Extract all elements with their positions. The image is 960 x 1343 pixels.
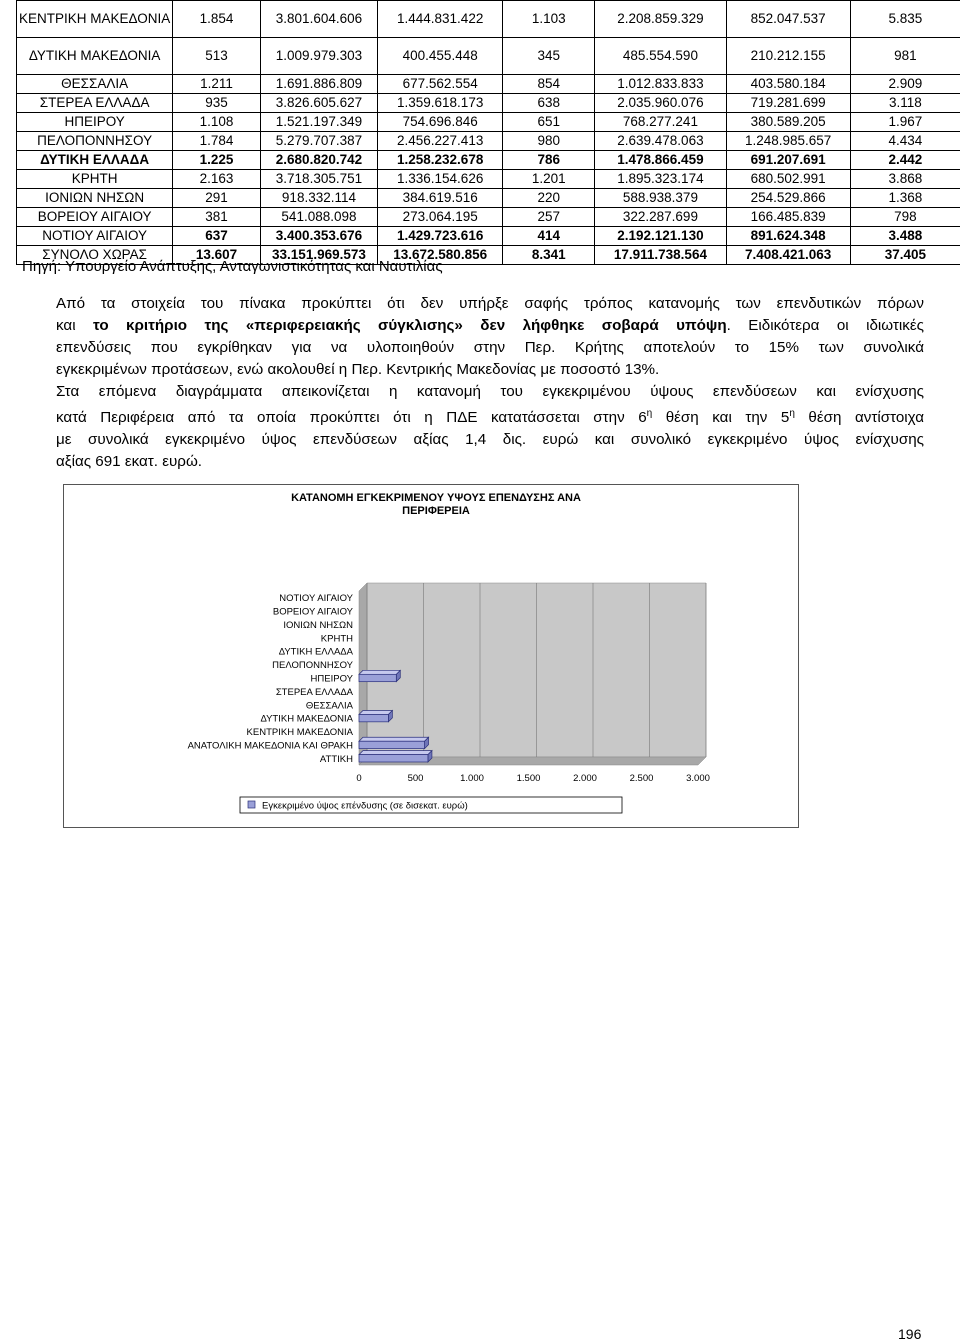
table-cell: 2.639.478.063 — [595, 132, 726, 151]
table-cell: 2.208.859.329 — [595, 1, 726, 38]
table-cell: 1.895.323.174 — [595, 170, 726, 189]
table-cell: 400.455.448 — [378, 38, 503, 75]
table-row — [17, 132, 960, 151]
para2-line2: κατά Περιφέρεια από τα οποία προκύπτει ότι η ΠΔΕ κατατάσσεται στην $6^\eta$ θέση και την $5^\eta$ θέση αντίστοιχα — [56, 408, 925, 427]
table-cell: 588.938.379 — [595, 189, 726, 208]
table-cell: 651 — [503, 113, 595, 132]
chart-bar-top — [359, 737, 429, 741]
chart-category-label: ΑΝΑΤΟΛΙΚΗ ΜΑΚΕΔΟΝΙΑ ΚΑΙ ΘΡΑΚΗ — [187, 740, 353, 752]
chart-bar-top — [359, 670, 400, 674]
table-cell: 5.835 — [850, 1, 960, 38]
table-cell: 380.589.205 — [726, 113, 850, 132]
chart-category-label: ΔΥΤΙΚΗ ΕΛΛΑΔΑ — [278, 646, 353, 658]
table-cell: 918.332.114 — [260, 189, 378, 208]
chart-legend-label: Εγκεκριμένο ύψος επένδυσης (σε δισεκατ. ευρώ) — [262, 800, 468, 812]
region-name: ΝΟΤΙΟΥ ΑΙΓΑΙΟΥ — [17, 227, 173, 246]
table-cell: 5.279.707.387 — [260, 132, 378, 151]
table-cell: 980 — [503, 132, 595, 151]
chart-category-label: ΙΟΝΙΩΝ ΝΗΣΩΝ — [283, 619, 353, 631]
table-cell: 3.488 — [850, 227, 960, 246]
table-cell: 1.854 — [173, 1, 260, 38]
chart-bar — [359, 755, 428, 762]
table-cell: 3.868 — [850, 170, 960, 189]
table-cell: 2.035.960.076 — [595, 94, 726, 113]
para2-line3: με συνολικά εγκεκριμένο ύψος επενδύσεων αξίας 1,4 δις. ευρώ και συνολικό εγκεκριμένο ύψος ενίσχυσης — [56, 431, 924, 449]
table-cell: 935 — [173, 94, 260, 113]
chart-category-label: ΚΕΝΤΡΙΚΗ ΜΑΚΕΔΟΝΙΑ — [246, 727, 353, 739]
table-cell: 854 — [503, 75, 595, 94]
table-cell: 852.047.537 — [726, 1, 850, 38]
table-cell: 768.277.241 — [595, 113, 726, 132]
regional-investment-table — [16, 0, 960, 265]
region-name: ΒΟΡΕΙΟΥ ΑΙΓΑΙΟΥ — [17, 208, 173, 227]
chart-xtick-label: 2.000 — [573, 773, 597, 784]
table-cell: 1.201 — [503, 170, 595, 189]
table-row — [17, 170, 960, 189]
table-cell: 1.009.979.303 — [260, 38, 378, 75]
chart-xtick-label: 500 — [407, 773, 424, 784]
chart-bar — [359, 714, 388, 721]
chart-xtick-label: 1.000 — [460, 773, 484, 784]
chart-category-label: ΒΟΡΕΙΟΥ ΑΙΓΑΙΟΥ — [272, 606, 353, 618]
table-cell: 1.691.886.809 — [260, 75, 378, 94]
region-name: ΣΥΝΟΛΟ ΧΩΡΑΣ — [17, 246, 173, 265]
table-row — [17, 94, 960, 113]
region-name: ΠΕΛΟΠΟΝΝΗΣΟΥ — [17, 132, 173, 151]
table-cell: 210.212.155 — [726, 38, 850, 75]
investment-chart-svg — [64, 485, 798, 827]
table-cell: 166.485.839 — [726, 208, 850, 227]
emphasis-criterion: το κριτήριο της «περιφερειακής σύγκλισης» δεν λήφθηκε σοβαρά υπόψη — [92, 317, 727, 334]
chart-bar — [359, 674, 396, 681]
table-cell: 403.580.184 — [726, 75, 850, 94]
table-row — [17, 1, 960, 38]
region-name: ΔΥΤΙΚΗ ΕΛΛΑΔΑ — [17, 151, 173, 170]
table-cell: 2.680.820.742 — [260, 151, 378, 170]
region-name: ΘΕΣΣΑΛΙΑ — [17, 75, 173, 94]
table-cell: 680.502.991 — [726, 170, 850, 189]
chart-xtick-label: 3.000 — [686, 773, 710, 784]
table-cell: 291 — [173, 189, 260, 208]
table-cell: 37.405 — [850, 246, 960, 265]
table-cell: 691.207.691 — [726, 151, 850, 170]
para1-line1: Από τα στοιχεία του πίνακα προκύπτει ότι δεν υπήρξε σαφής τρόπος κατανομής των επενδυτικών πόρων — [56, 295, 924, 312]
table-cell: 1.108 — [173, 113, 260, 132]
table-row — [17, 208, 960, 227]
chart-category-label: ΠΕΛΟΠΟΝΝΗΣΟΥ — [272, 660, 353, 672]
table-cell: 2.192.121.130 — [595, 227, 726, 246]
table-cell: 1.258.232.678 — [378, 151, 503, 170]
table-cell: 1.211 — [173, 75, 260, 94]
table-cell: 1.368 — [850, 189, 960, 208]
table-cell: 2.442 — [850, 151, 960, 170]
table-cell: 1.967 — [850, 113, 960, 132]
table-cell: 13.607 — [173, 246, 260, 265]
table-cell: 891.624.348 — [726, 227, 850, 246]
table-row — [17, 189, 960, 208]
paragraph-analysis — [56, 293, 924, 381]
chart-bar-top — [359, 710, 392, 714]
chart-xtick-label: 1.500 — [516, 773, 541, 784]
table-cell: 3.801.604.606 — [260, 1, 378, 38]
table-cell: 513 — [173, 38, 260, 75]
paragraph-charts-intro — [56, 381, 924, 473]
table-cell: 719.281.699 — [726, 94, 850, 113]
table-cell: 754.696.846 — [378, 113, 503, 132]
table-cell: 981 — [850, 38, 960, 75]
table-cell: 1.429.723.616 — [378, 227, 503, 246]
table-cell: 8.341 — [503, 246, 595, 265]
table-cell: 1.444.831.422 — [378, 1, 503, 38]
para1-line4: εγκεκριμένων προτάσεων, ενώ ακολουθεί η Περ. Κεντρικής Μακεδονίας με ποσοστό 13%. — [56, 361, 660, 378]
chart-bar-top — [359, 751, 432, 755]
table-row — [17, 227, 960, 246]
para2-line4: αξίας 691 εκατ. ευρώ. — [56, 453, 203, 471]
table-cell: 1.784 — [173, 132, 260, 151]
para1-line3: επενδύσεις που εγκρίθηκαν για να υλοποιηθούν στην Περ. Κρήτης αποτελούν το 15% των συνολικά — [56, 339, 924, 356]
table-cell: 3.118 — [850, 94, 960, 113]
region-name: ΚΡΗΤΗ — [17, 170, 173, 189]
table-cell: 7.408.421.063 — [726, 246, 850, 265]
table-cell: 2.909 — [850, 75, 960, 94]
chart-category-label: ΑΤΤΙΚΗ — [319, 753, 353, 765]
para2-line1: Στα επόμενα διαγράμματα απεικονίζεται η κατανομή του εγκεκριμένου ύψους επενδύσεων και ενίσχυσης — [56, 383, 924, 400]
chart-title: ΠΕΡΙΦΕΡΕΙΑ — [402, 505, 470, 517]
chart-xtick-label: 2.500 — [629, 773, 654, 784]
chart-category-label: ΗΠΕΙΡΟΥ — [310, 673, 353, 685]
region-name: ΔΥΤΙΚΗ ΜΑΚΕΔΟΝΙΑ — [17, 38, 173, 75]
table-cell: 3.400.353.676 — [260, 227, 378, 246]
table-cell: 254.529.866 — [726, 189, 850, 208]
table-cell: 384.619.516 — [378, 189, 503, 208]
table-cell: 345 — [503, 38, 595, 75]
table-cell: 322.287.699 — [595, 208, 726, 227]
investment-chart — [63, 484, 799, 828]
table-cell: 637 — [173, 227, 260, 246]
chart-legend-swatch — [248, 801, 255, 808]
region-name: ΣΤΕΡΕΑ ΕΛΛΑΔΑ — [17, 94, 173, 113]
table-cell: 1.225 — [173, 151, 260, 170]
chart-category-label: ΝΟΤΙΟΥ ΑΙΓΑΙΟΥ — [279, 593, 353, 605]
page-number: 196 — [898, 1326, 922, 1342]
chart-category-label: ΚΡΗΤΗ — [320, 633, 353, 645]
region-name: ΚΕΝΤΡΙΚΗ ΜΑΚΕΔΟΝΙΑ — [17, 1, 173, 38]
table-cell: 798 — [850, 208, 960, 227]
table-cell: 786 — [503, 151, 595, 170]
table-cell: 381 — [173, 208, 260, 227]
table-row — [17, 38, 960, 75]
chart-bar — [359, 741, 425, 748]
table-cell: 1.103 — [503, 1, 595, 38]
region-name: ΙΟΝΙΩΝ ΝΗΣΩΝ — [17, 189, 173, 208]
table-cell: 638 — [503, 94, 595, 113]
table-cell: 1.478.866.459 — [595, 151, 726, 170]
table-cell: 1.012.833.833 — [595, 75, 726, 94]
table-row — [17, 75, 960, 94]
table-cell: 33.151.969.573 — [260, 246, 378, 265]
table-cell: 1.521.197.349 — [260, 113, 378, 132]
table-cell: 1.248.985.657 — [726, 132, 850, 151]
table-cell: 485.554.590 — [595, 38, 726, 75]
chart-category-label: ΔΥΤΙΚΗ ΜΑΚΕΔΟΝΙΑ — [260, 713, 353, 725]
table-cell: 3.826.605.627 — [260, 94, 378, 113]
table-cell: 17.911.738.564 — [595, 246, 726, 265]
chart-category-label: ΣΤΕΡΕΑ ΕΛΛΑΔΑ — [275, 686, 353, 698]
table-cell: 220 — [503, 189, 595, 208]
table-cell: 1.336.154.626 — [378, 170, 503, 189]
para1-line2: και το κριτήριο της «περιφερειακής σύγκλισης» δεν λήφθηκε σοβαρά υπόψη. Ειδικότερα οι ιδιωτικές — [56, 317, 924, 334]
table-cell: 541.088.098 — [260, 208, 378, 227]
table-row — [17, 113, 960, 132]
table-cell: 677.562.554 — [378, 75, 503, 94]
table-row — [17, 151, 960, 170]
table-cell: 414 — [503, 227, 595, 246]
chart-xtick-label: 0 — [356, 773, 362, 784]
table-cell: 13.672.580.856 — [378, 246, 503, 265]
table-cell: 3.718.305.751 — [260, 170, 378, 189]
table-cell: 4.434 — [850, 132, 960, 151]
table-cell: 1.359.618.173 — [378, 94, 503, 113]
table-cell: 2.163 — [173, 170, 260, 189]
source-note: Πηγή: Υπουργείο Ανάπτυξης, Ανταγωνιστικότητας και Ναυτιλίας — [22, 258, 443, 275]
chart-title: ΚΑΤΑΝΟΜΗ ΕΓΚΕΚΡΙΜΕΝΟΥ ΥΨΟΥΣ ΕΠΕΝΔΥΣΗΣ ΑΝΑ — [291, 492, 581, 504]
table-cell: 273.064.195 — [378, 208, 503, 227]
region-name: ΗΠΕΙΡΟΥ — [17, 113, 173, 132]
table-cell: 257 — [503, 208, 595, 227]
chart-category-label: ΘΕΣΣΑΛΙΑ — [305, 700, 353, 712]
table-cell: 2.456.227.413 — [378, 132, 503, 151]
